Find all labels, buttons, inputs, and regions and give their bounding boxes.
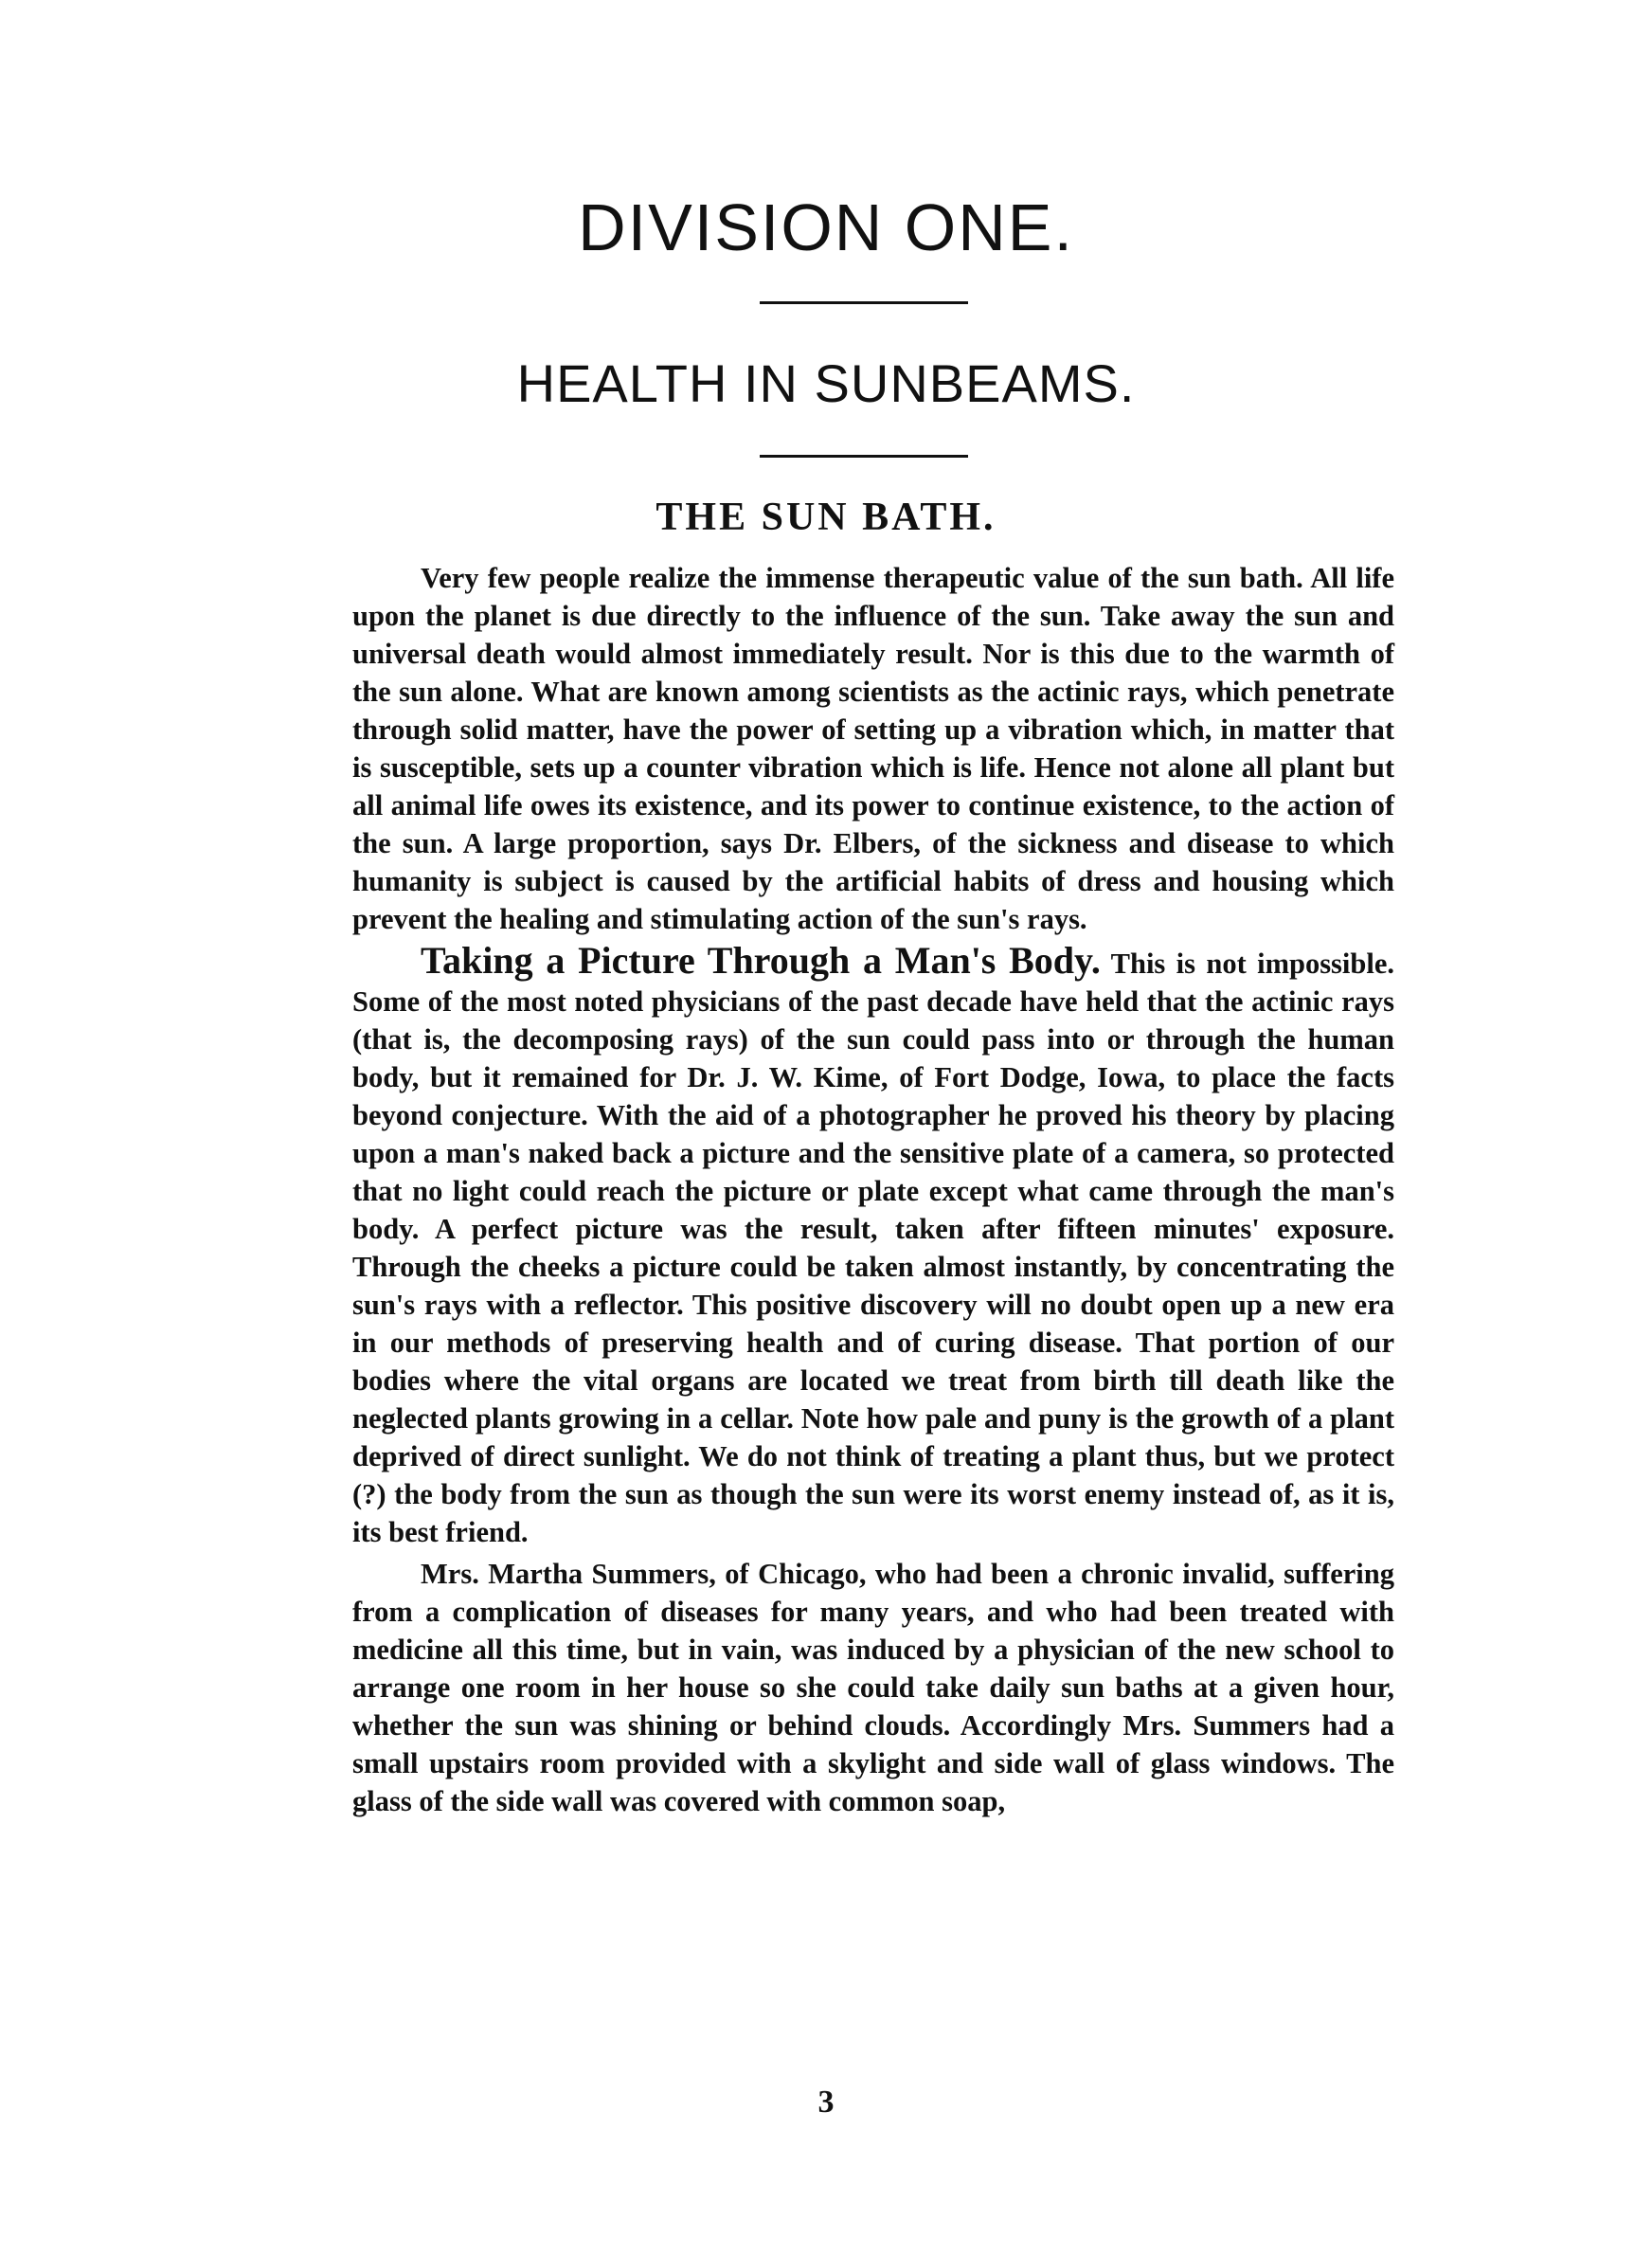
- page-number: 3: [817, 2085, 835, 2120]
- paragraph-text: This is not impossible. Some of the most noted physicians of the past decade have held that the actinic rays (that is, the decomposing rays) of the sun could pass into or through the human body, but it remained for Dr. J. W. Kime, of Fort Dodge, Iowa, to place the facts beyond conjecture. With the aid of a photographer he proved his theory by placing upon a man's naked back a picture and the sensitive plate of a camera, so protected that no light could reach the picture or plate except what came through the man's body. A perfect picture was the result, taken after fifteen minutes' exposure. Through the cheeks a picture could be taken almost instantly, by concentrating the sun's rays with a reflector. This positive discovery will no doubt open up a new era in our methods of preserving health and of curing disease. That portion of our bodies where the vital organs are located we treat from birth till death like the neglected plants growing in a cellar. Note how pale and puny is the growth of a plant deprived of direct sunlight. We do not think of treating a plant thus, but we protect (?) the body from the sun as though the sun were its worst enemy instead of, as it is, its best friend.: [352, 948, 1394, 1548]
- paragraph-intro: [352, 559, 1394, 938]
- body-text: [352, 559, 1394, 1824]
- title-rule-bottom: [760, 455, 968, 458]
- part-title: HEALTH IN SUNBEAMS.: [516, 353, 1136, 413]
- section-title: THE SUN BATH.: [655, 496, 997, 539]
- run-in-heading: Taking a Picture Through a Man's Body.: [421, 939, 1101, 982]
- paragraph-martha-summers: [352, 1555, 1394, 1820]
- title-rule-top: [760, 301, 968, 304]
- paragraph-text: Mrs. Martha Summers, of Chicago, who had been a chronic invalid, suffering from a complication of diseases for many years, and who had been treated with medicine all this time, but in vain, was induced by a physician of the new school to arrange one room in her house so she could take daily sun baths at a given hour, whether the sun was shining or behind clouds. Accordingly Mrs. Summers had a small upstairs room provided with a skylight and side wall of glass windows. The glass of the side wall was covered with common soap,: [352, 1558, 1394, 1817]
- paragraph-text: Very few people realize the immense therapeutic value of the sun bath. All life upon the planet is due directly to the influence of the sun. Take away the sun and universal death would almost immediately result. Nor is this due to the warmth of the sun alone. What are known among scientists as the actinic rays, which penetrate through solid matter, have the power of setting up a vibration which, in matter that is susceptible, sets up a counter vibration which is life. Hence not alone all plant but all animal life owes its existence, and its power to continue existence, to the action of the sun. A large proportion, says Dr. Elbers, of the sickness and disease to which humanity is subject is caused by the artificial habits of dress and housing which prevent the healing and stimulating action of the sun's rays.: [352, 562, 1394, 935]
- division-title: DIVISION ONE.: [578, 190, 1074, 264]
- paragraph-picture-through-body: [352, 939, 1394, 1551]
